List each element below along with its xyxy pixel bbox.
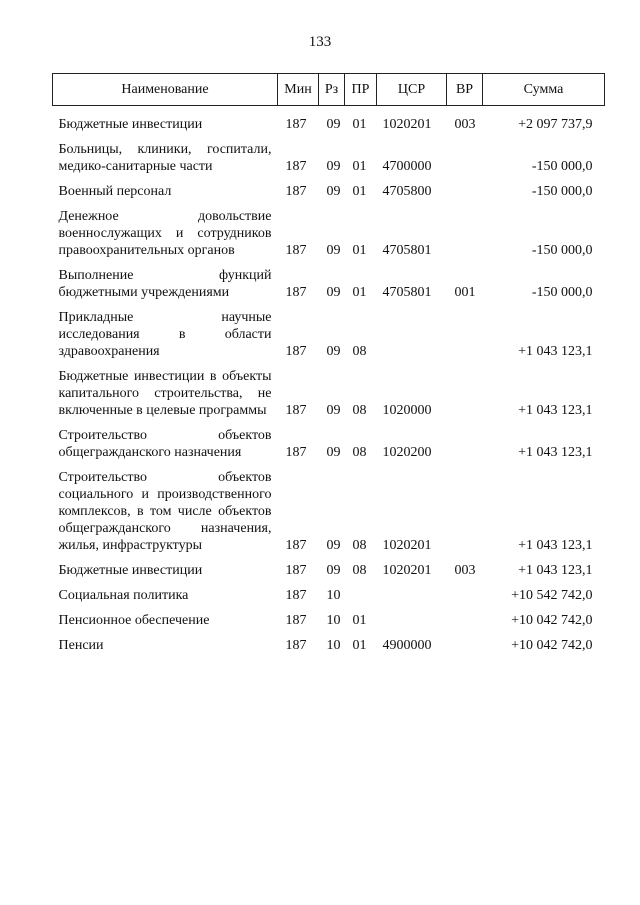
cell-sum: +1 043 123,1 [518, 403, 593, 418]
cell-min: 187 [285, 588, 307, 603]
header-csr: ЦСР [377, 74, 447, 106]
cell-min: 187 [285, 445, 307, 460]
cell-csr: 4700000 [382, 159, 432, 174]
cell-csr [377, 301, 447, 360]
cell-vr [447, 200, 483, 259]
cell-rz: 09 [326, 159, 341, 174]
cell-pr: 08 [352, 403, 367, 418]
cell-min: 187 [285, 117, 307, 132]
cell-vr: 001 [454, 285, 476, 300]
table-header [53, 74, 605, 106]
cell-sum: +1 043 123,1 [518, 445, 593, 460]
cell-csr: 1020201 [382, 563, 432, 578]
cell-csr: 1020200 [382, 445, 432, 460]
cell-csr: 1020201 [382, 538, 432, 553]
cell-min: 187 [285, 344, 307, 359]
cell-rz: 10 [326, 638, 341, 653]
table-row [53, 200, 605, 259]
cell-vr: 003 [454, 563, 476, 578]
cell-pr: 08 [352, 445, 367, 460]
cell-rz: 10 [326, 613, 341, 628]
table-row [53, 259, 605, 301]
cell-csr: 1020201 [382, 117, 432, 132]
table-row [53, 461, 605, 554]
cell-csr: 4900000 [382, 638, 432, 653]
cell-pr: 08 [352, 538, 367, 553]
cell-pr: 01 [352, 638, 367, 653]
cell-pr: 08 [352, 344, 367, 359]
cell-pr [345, 579, 377, 604]
cell-name: Пенсионное обеспечение [58, 613, 210, 628]
cell-vr [447, 419, 483, 461]
cell-name: Бюджетные инвестиции в объекты капитального строительства, не включенные в целевые программы [58, 369, 272, 418]
cell-sum: -150 000,0 [531, 159, 593, 174]
cell-pr: 01 [352, 613, 367, 628]
cell-vr [447, 604, 483, 629]
cell-sum: +10 042 742,0 [511, 613, 593, 628]
cell-min: 187 [285, 538, 307, 553]
table-row [53, 301, 605, 360]
cell-min: 187 [285, 184, 307, 199]
table-row [53, 360, 605, 419]
cell-rz: 09 [326, 285, 341, 300]
cell-pr: 01 [352, 159, 367, 174]
cell-rz: 09 [326, 445, 341, 460]
header-name: Наименование [53, 74, 278, 106]
cell-vr [447, 461, 483, 554]
cell-name: Прикладные научные исследования в области здравоохранения [58, 310, 272, 359]
cell-csr: 4705801 [382, 285, 432, 300]
cell-pr: 01 [352, 117, 367, 132]
cell-name: Пенсии [58, 638, 104, 653]
cell-sum: +1 043 123,1 [518, 538, 593, 553]
cell-name: Строительство объектов общегражданского назначения [58, 428, 272, 460]
cell-vr [447, 360, 483, 419]
cell-sum: +10 542 742,0 [511, 588, 593, 603]
cell-min: 187 [285, 613, 307, 628]
cell-min: 187 [285, 638, 307, 653]
cell-name: Строительство объектов социального и производственного комплексов, в том числе объектов общегражданского назначения, жилья, инфраструктуры [58, 470, 272, 553]
cell-csr: 4705800 [382, 184, 432, 199]
table-row [53, 629, 605, 654]
cell-sum: -150 000,0 [531, 184, 593, 199]
cell-sum: +10 042 742,0 [511, 638, 593, 653]
cell-name: Больницы, клиники, госпитали, медико-санитарные части [58, 142, 272, 174]
cell-name: Бюджетные инвестиции [58, 563, 203, 578]
budget-table [52, 73, 605, 654]
page-number: 133 [308, 34, 332, 50]
header-rz: Рз [319, 74, 345, 106]
table-row [53, 175, 605, 200]
cell-rz: 09 [326, 344, 341, 359]
cell-vr [447, 133, 483, 175]
header-min: Мин [278, 74, 319, 106]
table-body [53, 106, 605, 655]
cell-sum: -150 000,0 [531, 243, 593, 258]
cell-rz: 09 [326, 563, 341, 578]
cell-vr: 003 [454, 117, 476, 132]
cell-sum: -150 000,0 [531, 285, 593, 300]
cell-pr: 01 [352, 243, 367, 258]
cell-rz: 09 [326, 538, 341, 553]
cell-sum: +2 097 737,9 [518, 117, 593, 132]
cell-min: 187 [285, 563, 307, 578]
cell-name: Выполнение функций бюджетными учреждениями [58, 268, 272, 300]
cell-rz: 10 [326, 588, 341, 603]
cell-pr: 01 [352, 285, 367, 300]
cell-pr: 08 [352, 563, 367, 578]
table-row [53, 554, 605, 579]
cell-rz: 09 [326, 184, 341, 199]
cell-csr: 4705801 [382, 243, 432, 258]
cell-pr: 01 [352, 184, 367, 199]
cell-min: 187 [285, 403, 307, 418]
cell-name: Социальная политика [58, 588, 189, 603]
cell-min: 187 [285, 159, 307, 174]
cell-rz: 09 [326, 117, 341, 132]
header-pr: ПР [345, 74, 377, 106]
cell-vr [447, 175, 483, 200]
table-row [53, 133, 605, 175]
cell-sum: +1 043 123,1 [518, 563, 593, 578]
header-sum: Сумма [483, 74, 605, 106]
cell-min: 187 [285, 285, 307, 300]
table-row [53, 116, 605, 133]
cell-rz: 09 [326, 243, 341, 258]
table-row [53, 579, 605, 604]
cell-csr: 1020000 [382, 403, 432, 418]
cell-sum: +1 043 123,1 [518, 344, 593, 359]
cell-name: Бюджетные инвестиции [58, 117, 203, 132]
cell-min: 187 [285, 243, 307, 258]
cell-rz: 09 [326, 403, 341, 418]
cell-vr [447, 629, 483, 654]
cell-csr [377, 579, 447, 604]
cell-vr [447, 579, 483, 604]
table-row [53, 604, 605, 629]
table-row [53, 419, 605, 461]
cell-vr [447, 301, 483, 360]
cell-name: Денежное довольствие военнослужащих и сотрудников правоохранительных органов [58, 209, 272, 258]
cell-csr [377, 604, 447, 629]
cell-name: Военный персонал [58, 184, 172, 199]
header-vr: ВР [447, 74, 483, 106]
